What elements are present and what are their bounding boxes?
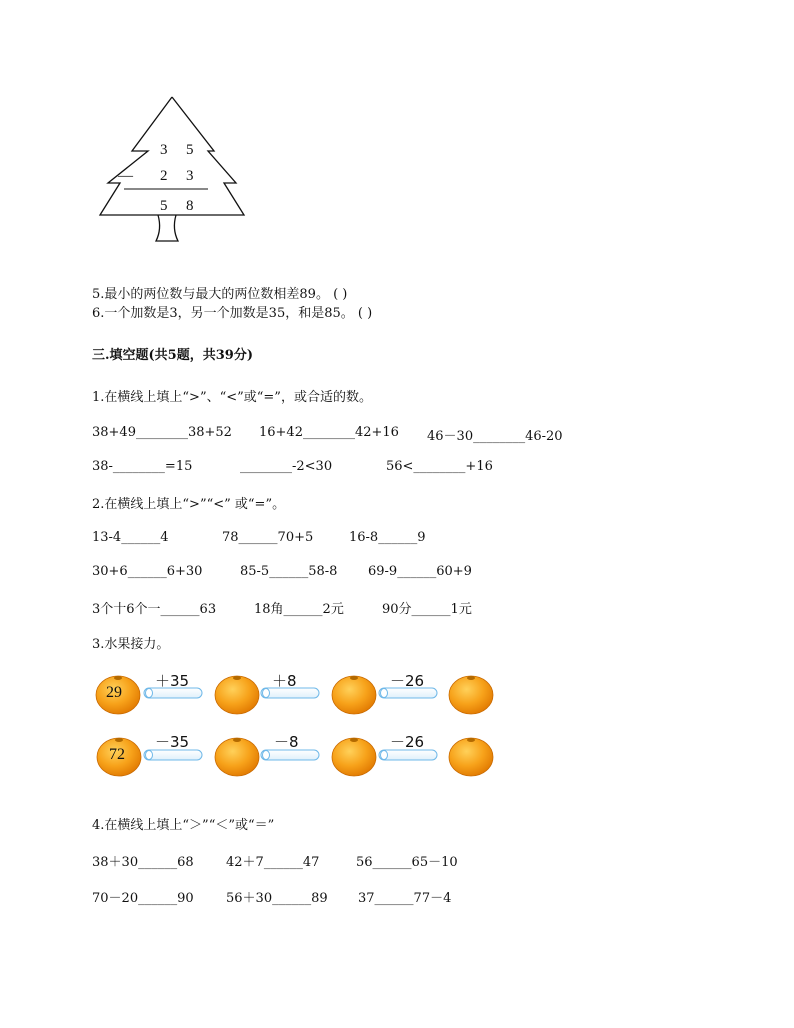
q1-item: 38-________=15	[92, 459, 193, 474]
orange-number: 72	[109, 746, 125, 763]
orange-icon	[330, 735, 378, 777]
q2-item: 85-5______58-8	[240, 564, 338, 579]
q4-item: 56______65－10	[356, 855, 458, 870]
q1-item: 46－30________46-20	[427, 429, 563, 444]
q2-item: 78______70+5	[222, 530, 314, 545]
operation-label: －26	[390, 733, 425, 751]
q4-item: 42＋7______47	[226, 855, 320, 870]
q2-item: 16-8______9	[349, 530, 426, 545]
q2-item: 18角______2元	[254, 602, 344, 617]
q1-title: 1.在横线上填上“>”、“<”或“=”，或合适的数。	[92, 390, 372, 405]
q2-item: 69-9______60+9	[368, 564, 472, 579]
q2-title: 2.在横线上填上“>”“<” 或“=”。	[92, 497, 286, 512]
q4-item: 70－20______90	[92, 891, 194, 906]
q1-item: ________-2<30	[240, 459, 333, 474]
q4-title: 4.在横线上填上“＞”“＜”或“＝”	[92, 818, 275, 833]
q2-item: 3个十6个一______63	[92, 602, 217, 617]
judge-question: 6.一个加数是3，另一个加数是35，和是85。 ( )	[92, 306, 373, 321]
tree-digit: 2	[160, 168, 168, 184]
tree-digit: 3	[160, 142, 168, 158]
q2-item: 90分______1元	[382, 602, 472, 617]
tree-digit: 5	[186, 142, 194, 158]
q4-item: 56＋30______89	[226, 891, 328, 906]
section-title: 三.填空题(共5题，共39分)	[92, 348, 253, 363]
judge-question: 5.最小的两位数与最大的两位数相差89。 ( )	[92, 287, 348, 302]
tree-digit: 5	[160, 198, 168, 214]
tree-digit: 8	[186, 198, 194, 214]
orange-icon	[447, 673, 495, 715]
operation-label: －26	[390, 672, 425, 690]
orange-icon	[447, 735, 495, 777]
q4-item: 37______77－4	[358, 891, 452, 906]
q4-item: 38＋30______68	[92, 855, 194, 870]
q2-item: 13-4______4	[92, 530, 169, 545]
orange-icon	[330, 673, 378, 715]
tree-minus: —	[118, 168, 133, 184]
q2-item: 30+6______6+30	[92, 564, 203, 579]
operation-label: －35	[155, 733, 190, 751]
q1-item: 16+42________42+16	[259, 425, 399, 440]
operation-label: ＋35	[155, 672, 190, 690]
orange-icon	[213, 673, 261, 715]
q1-item: 38+49________38+52	[92, 425, 232, 440]
q3-title: 3.水果接力。	[92, 637, 170, 652]
tree-digit: 3	[186, 168, 194, 184]
operation-label: ＋8	[272, 672, 297, 690]
operation-label: －8	[274, 733, 299, 751]
orange-number: 29	[106, 684, 122, 701]
orange-icon	[213, 735, 261, 777]
q1-item: 56<________+16	[386, 459, 493, 474]
